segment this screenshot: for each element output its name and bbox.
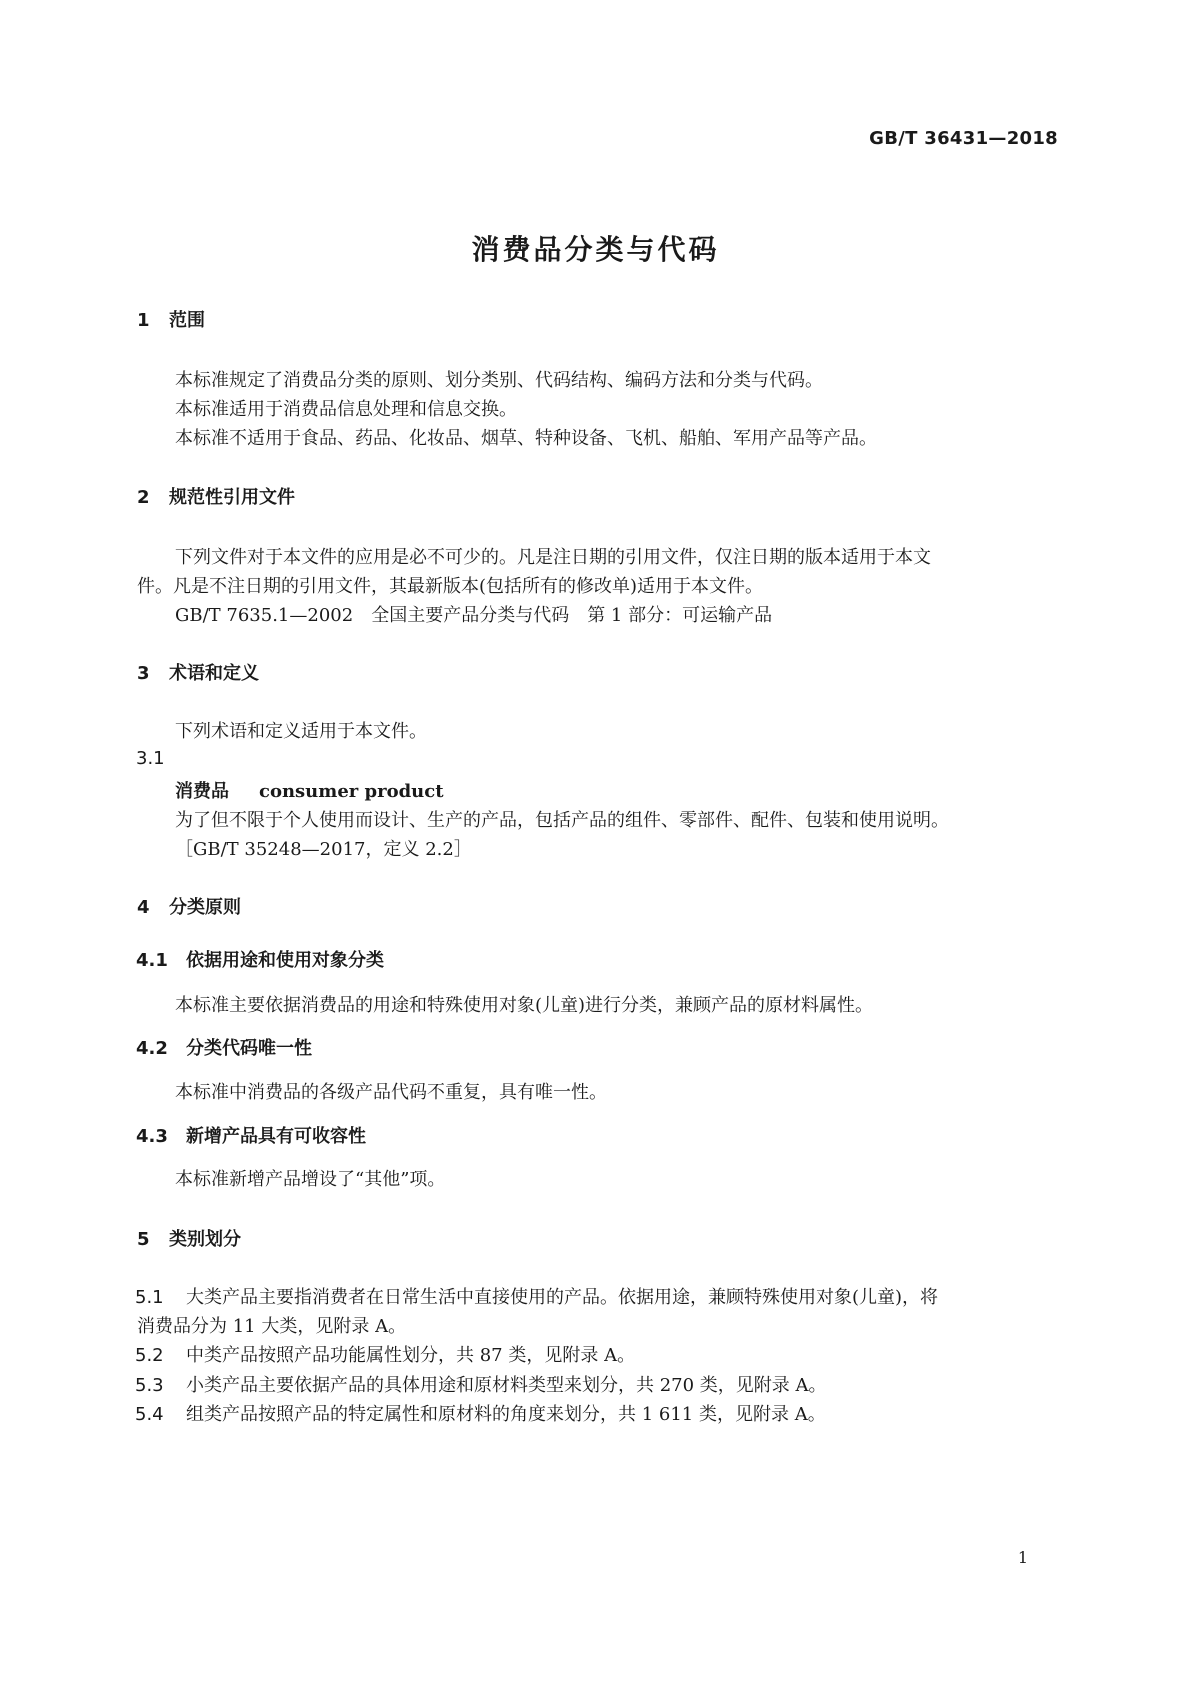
term-number: 3.1 (136, 748, 165, 769)
subsection-title: 依据用途和使用对象分类 (186, 950, 384, 971)
section-number: 4 (137, 897, 150, 918)
clause-text: 组类产品按照产品的特定属性和原材料的角度来划分，共 1 611 类，见附录 A。 (186, 1404, 826, 1425)
section-title: 分类原则 (169, 897, 241, 918)
clause-number: 5.1 (135, 1287, 164, 1308)
section-title: 规范性引用文件 (169, 487, 295, 508)
section-2-paragraph-line-1: 下列文件对于本文件的应用是必不可少的。凡是注日期的引用文件，仅注日期的版本适用于本文 (175, 547, 931, 568)
section-2-paragraph-line-2: 件。凡是不注日期的引用文件，其最新版本(包括所有的修改单)适用于本文件。 (137, 576, 764, 597)
section-title: 术语和定义 (169, 663, 259, 684)
section-number: 3 (137, 663, 150, 684)
subsection-title: 分类代码唯一性 (186, 1038, 312, 1059)
clause-text: 小类产品主要依据产品的具体用途和原材料类型来划分，共 270 类，见附录 A。 (186, 1375, 827, 1396)
standard-number: GB/T 36431—2018 (869, 128, 1058, 149)
subsection-title: 新增产品具有可收容性 (186, 1126, 366, 1147)
section-title: 范围 (169, 310, 205, 331)
subsection-4-2-text: 本标准中消费品的各级产品代码不重复，具有唯一性。 (175, 1082, 607, 1103)
section-number: 5 (137, 1229, 150, 1250)
clause-5-4 (135, 1400, 826, 1426)
clause-5-3 (135, 1371, 827, 1397)
section-1-paragraph-3: 本标准不适用于食品、药品、化妆品、烟草、特种设备、飞机、船舶、军用产品等产品。 (175, 428, 877, 449)
subsection-4-1-text: 本标准主要依据消费品的用途和特殊使用对象(儿童)进行分类，兼顾产品的原材料属性。 (175, 995, 874, 1016)
section-1-paragraph-2: 本标准适用于消费品信息处理和信息交换。 (175, 399, 517, 420)
clause-text: 大类产品主要指消费者在日常生活中直接使用的产品。依据用途，兼顾特殊使用对象(儿童)，将 (186, 1287, 939, 1308)
section-1-heading (137, 306, 205, 332)
term-chinese: 消费品 (175, 781, 229, 802)
subsection-number: 4.3 (136, 1126, 168, 1147)
clause-number: 5.4 (135, 1404, 164, 1425)
section-title: 类别划分 (169, 1229, 241, 1250)
subsection-4-2-heading (136, 1034, 312, 1060)
section-1-paragraph-1: 本标准规定了消费品分类的原则、划分类别、代码结构、编码方法和分类与代码。 (175, 370, 823, 391)
term-english: consumer product (259, 781, 444, 802)
section-4-heading (137, 893, 241, 919)
section-number: 1 (137, 310, 150, 331)
clause-5-1-line-2: 消费品分为 11 大类，见附录 A。 (137, 1316, 407, 1337)
subsection-4-3-heading (136, 1122, 366, 1148)
subsection-4-1-heading (136, 946, 384, 972)
clause-text: 中类产品按照产品功能属性划分，共 87 类，见附录 A。 (186, 1345, 636, 1366)
section-3-intro: 下列术语和定义适用于本文件。 (175, 721, 427, 742)
normative-reference: GB/T 7635.1—2002 全国主要产品分类与代码 第 1 部分：可运输产品 (175, 605, 773, 626)
subsection-number: 4.2 (136, 1038, 168, 1059)
clause-5-1-line-1 (135, 1283, 938, 1309)
page-number: 1 (1017, 1548, 1028, 1567)
document-title: 消费品分类与代码 (471, 233, 720, 266)
clause-number: 5.2 (135, 1345, 164, 1366)
section-number: 2 (137, 487, 150, 508)
subsection-number: 4.1 (136, 950, 168, 971)
clause-5-2 (135, 1341, 635, 1367)
subsection-4-3-text: 本标准新增产品增设了“其他”项。 (175, 1169, 446, 1190)
term-source: ［GB/T 35248—2017，定义 2.2］ (175, 839, 472, 860)
term-definition: 为了但不限于个人使用而设计、生产的产品，包括产品的组件、零部件、配件、包装和使用说明。 (175, 810, 949, 831)
section-3-heading (137, 659, 259, 685)
clause-number: 5.3 (135, 1375, 164, 1396)
section-5-heading (137, 1225, 241, 1251)
section-2-heading (137, 483, 295, 509)
term-entry (175, 777, 444, 803)
